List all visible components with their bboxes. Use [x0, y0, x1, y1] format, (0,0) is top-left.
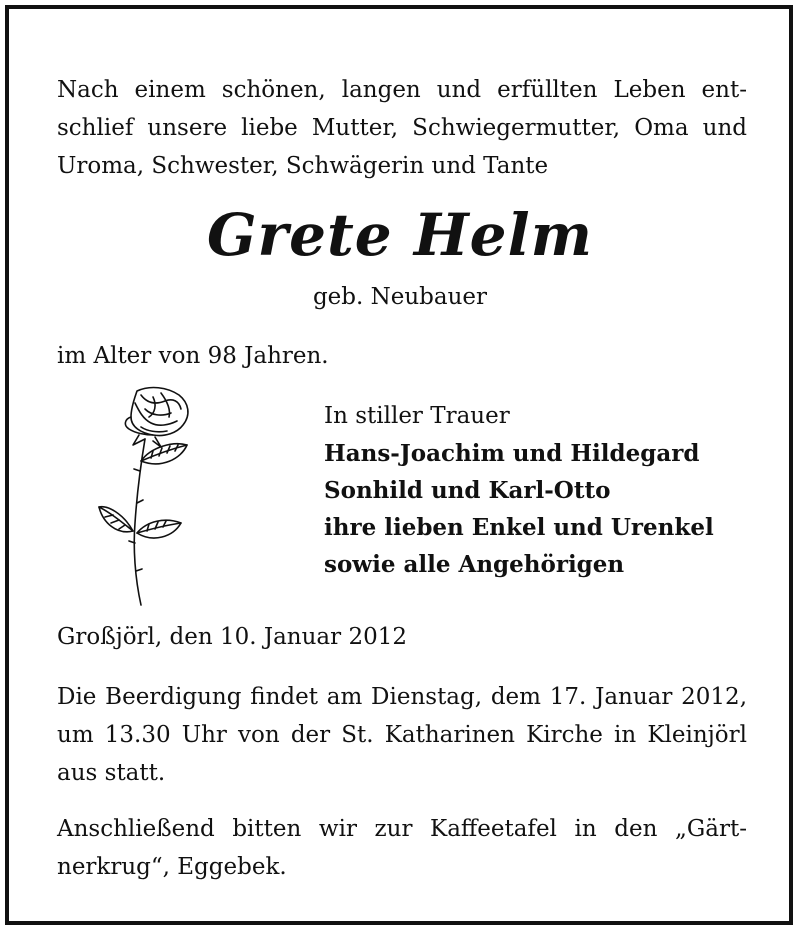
mourner-line: ihre lieben Enkel und Urenkel — [324, 514, 714, 541]
mourner-line: Hans-Joachim und Hildegard — [324, 440, 700, 467]
mourning-intro: In stiller Trauer — [324, 403, 510, 429]
mourners-block — [324, 397, 764, 583]
coffee-text: Anschließend bitten wir zur Kaffeetafel in den „Gärtnerkrug“, Eggebek. — [57, 816, 747, 880]
mourner-line: sowie alle Angehörigen — [324, 551, 625, 578]
deceased-name: Grete Helm — [207, 201, 593, 269]
maiden-name: geb. Neubauer — [312, 284, 488, 310]
intro-text: Nach einem schönen, langen und erfüllten Leben entschlief unsere liebe Mutter, Schwiegermutter, Oma und Uroma, Schwester, Schwägerin und Tante — [57, 77, 747, 179]
age-text: im Alter von 98 Jahren. — [57, 343, 329, 369]
funeral-text: Die Beerdigung findet am Dienstag, dem 17. Januar 2012, um 13.30 Uhr von der St. Katharinen Kirche in Kleinjörl aus statt. — [57, 684, 747, 786]
mourner-line: Sonhild und Karl-Otto — [324, 477, 611, 504]
place-date: Großjörl, den 10. Januar 2012 — [57, 624, 407, 650]
rose-icon — [95, 383, 195, 611]
